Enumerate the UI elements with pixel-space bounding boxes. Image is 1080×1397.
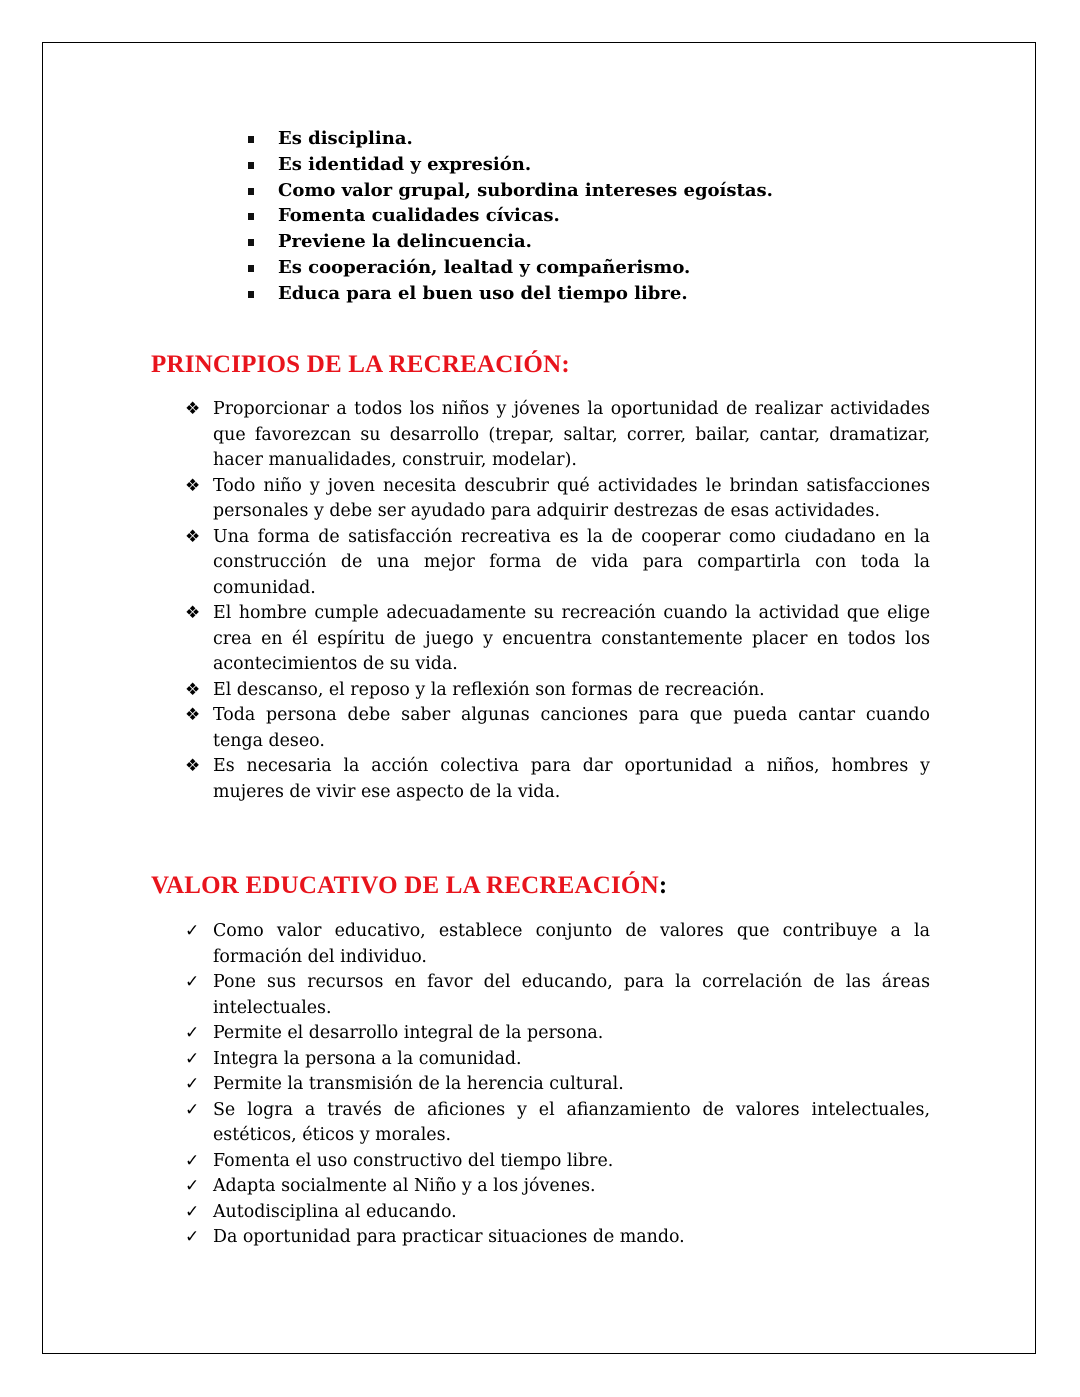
list-item [185,397,930,474]
valor-title: VALOR EDUCATIVO DE LA RECREACIÓN [151,872,659,899]
square-bullet-icon [248,291,254,298]
list-item-text: Toda persona debe saber algunas canciones para que pueda cantar cuando tenga deseo. [213,705,930,751]
list-item [185,1072,930,1098]
list-item-text: Fomenta cualidades cívicas. [278,205,560,227]
valor-colon: : [658,872,668,899]
list-item [185,703,930,754]
list-item [185,1200,930,1226]
checkmark-icon: ✓ [185,972,200,992]
checkmark-icon: ✓ [185,1150,200,1171]
square-bullet-icon [248,162,254,169]
list-item-text: Permite la transmisión de la herencia cultural. [213,1074,624,1094]
list-item-text: Todo niño y joven necesita descubrir qué actividades le brindan satisfacciones personales y debe ser ayudado para adquirir destrezas de esas actividades. [213,475,930,521]
list-item-text: El hombre cumple adecuadamente su recreación cuando la actividad que elige crea en él espíritu de juego y encuentra constantemente placer en todos los acontecimientos de su vida. [213,603,930,674]
checkmark-icon: ✓ [185,1099,200,1120]
square-bullet-icon [248,239,254,246]
checkmark-icon: ✓ [185,1227,200,1247]
diamond-bullet-icon: ❖ [185,756,201,776]
diamond-bullet-icon: ❖ [185,475,201,496]
list-item [185,525,930,602]
valor-list [185,919,930,1251]
list-item [248,255,773,281]
list-item [185,970,930,1021]
list-item [185,601,930,678]
checkmark-icon: ✓ [185,1023,200,1043]
list-item [185,678,930,704]
list-item-text: Da oportunidad para practicar situaciones de mando. [213,1227,685,1247]
list-item-text: Es disciplina. [278,128,413,149]
list-item [185,1149,930,1175]
list-item [185,754,930,805]
list-item-text: Se logra a través de aficiones y el afianzamiento de valores intelectuales, estéticos, éticos y morales. [213,1099,930,1145]
checkmark-icon: ✓ [185,1176,200,1196]
list-item-text: Es identidad y expresión. [278,153,532,175]
list-item [185,1021,930,1047]
square-bullet-icon [248,213,254,220]
square-bullet-icon [248,136,254,143]
list-item-text: Es cooperación, lealtad y compañerismo. [278,256,691,278]
list-item-text: El descanso, el reposo y la reflexión son formas de recreación. [213,679,765,700]
diamond-bullet-icon: ❖ [185,399,201,419]
principios-title: PRINCIPIOS DE LA RECREACIÓN: [151,351,570,378]
list-item-text: Autodisciplina al educando. [213,1201,457,1222]
diamond-bullet-icon: ❖ [185,526,201,547]
list-item-text: Es necesaria la acción colectiva para dar oportunidad a niños, hombres y mujeres de vivir ese aspecto de la vida. [213,756,930,802]
checkmark-icon: ✓ [185,1048,200,1069]
principios-heading [151,351,570,379]
list-item-text: Educa para el buen uso del tiempo libre. [278,282,688,304]
list-item-text: Integra la persona a la comunidad. [213,1048,522,1069]
list-item-text: Como valor educativo, establece conjunto de valores que contribuye a la formación del individuo. [213,921,930,967]
list-item [248,178,773,204]
list-item-text: Fomenta el uso constructivo del tiempo libre. [213,1150,614,1171]
diamond-bullet-icon: ❖ [185,603,201,623]
intro-list [248,126,773,307]
list-item [248,229,773,255]
square-bullet-icon [248,265,254,272]
checkmark-icon: ✓ [185,1074,200,1094]
diamond-bullet-icon: ❖ [185,679,201,700]
list-item [185,1098,930,1149]
list-item [185,1174,930,1200]
list-item-text: Previene la delincuencia. [278,231,532,253]
checkmark-icon: ✓ [185,921,200,941]
list-item [248,281,773,307]
principios-list [185,397,930,805]
list-item [185,919,930,970]
list-item-text: Una forma de satisfacción recreativa es la de cooperar como ciudadano en la construcción de una mejor forma de vida para compartirla con toda la comunidad. [213,526,930,598]
list-item-text: Pone sus recursos en favor del educando, para la correlación de las áreas intelectuales. [213,972,930,1018]
list-item-text: Permite el desarrollo integral de la persona. [213,1023,604,1043]
checkmark-icon: ✓ [185,1201,200,1222]
list-item-text: Adapta socialmente al Niño y a los jóvenes. [213,1176,596,1196]
list-item [185,1225,930,1251]
list-item [248,126,773,152]
diamond-bullet-icon: ❖ [185,705,201,725]
valor-heading [151,872,667,900]
list-item-text: Como valor grupal, subordina intereses egoístas. [278,179,773,201]
list-item [248,203,773,229]
list-item [185,474,930,525]
square-bullet-icon [248,188,254,195]
list-item-text: Proporcionar a todos los niños y jóvenes la oportunidad de realizar actividades que favorezcan su desarrollo (trepar, saltar, correr, bailar, cantar, dramatizar, hacer manualidades, construir, modelar). [213,399,930,470]
list-item [248,152,773,178]
list-item [185,1047,930,1073]
